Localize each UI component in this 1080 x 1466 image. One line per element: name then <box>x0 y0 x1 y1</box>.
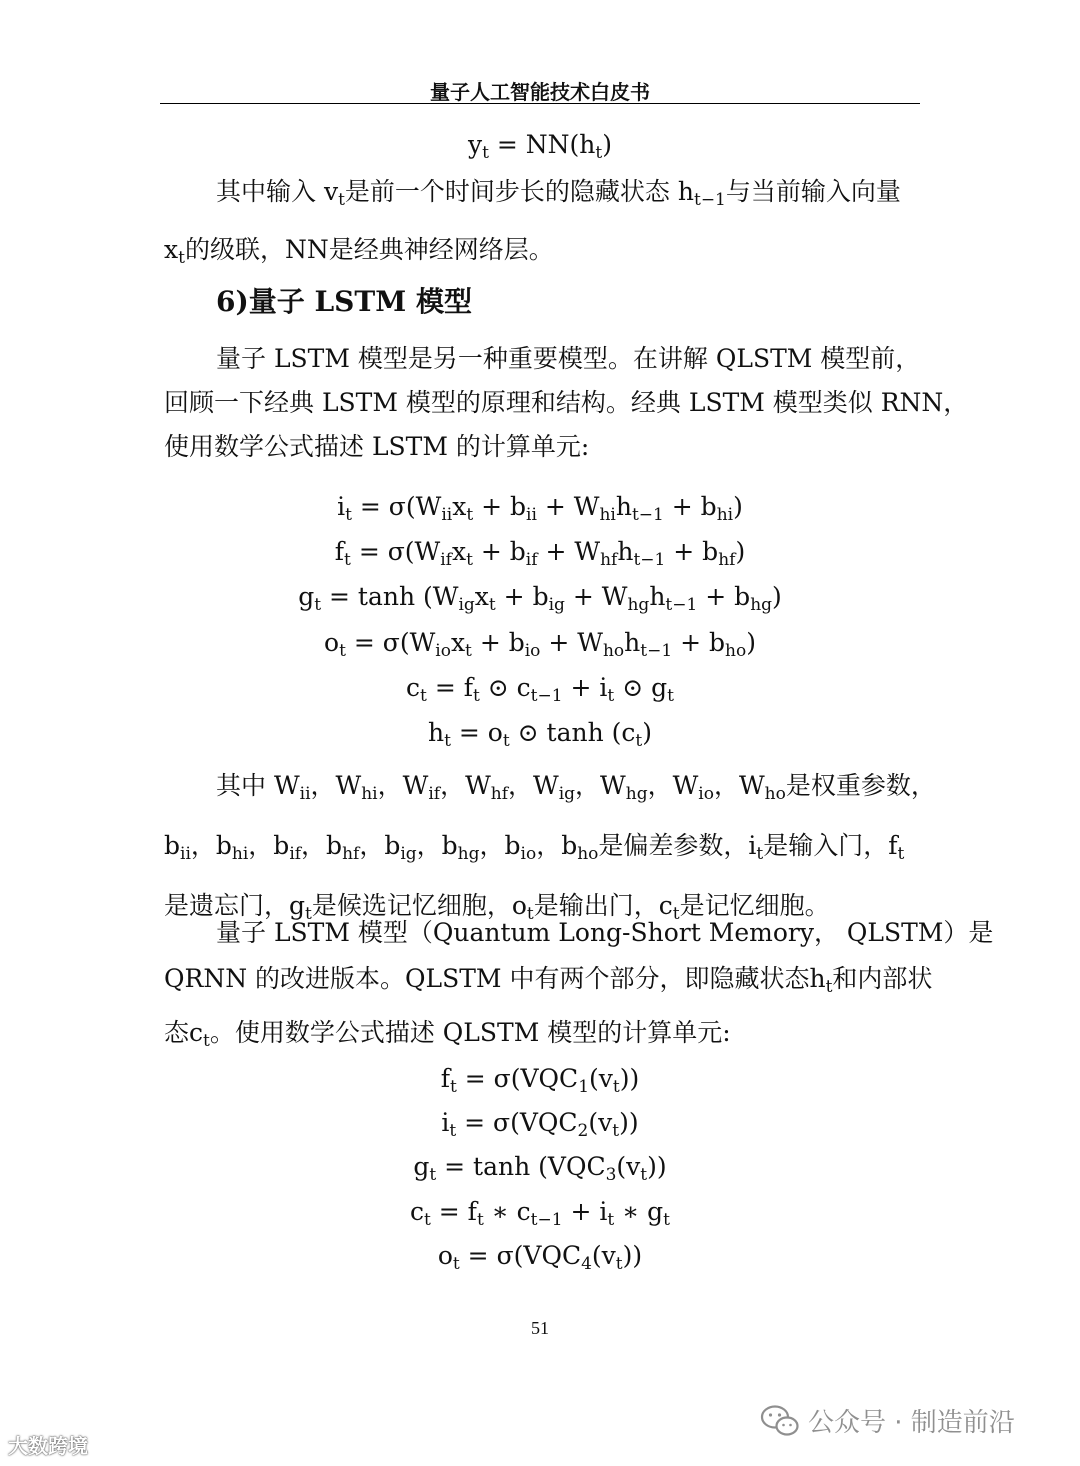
equation-qlstm-cell: $c_t = f_t$ ∗ $c_{t-1} + i_t$ ∗ $g_t$ <box>409 1197 670 1230</box>
watermark-left-label: 大数跨境 <box>8 1434 88 1458</box>
watermark-right-label: 公众号 · 制造前沿 <box>808 1408 1015 1438</box>
equation-lstm-candidate: $g_t = \tanh (W_{ig}x_t + b_{ig} + W_{hg}h_{t-1} + b_{hg})$ <box>298 582 782 615</box>
equation-qlstm-forget-gate: $f_t = \sigma(VQC_1(v_t))$ <box>440 1064 640 1097</box>
paragraph-parameters: 其中 $W_{ii}$，$W_{hi}$，$W_{if}$，$W_{hf}$，$W_{ig}$，$W_{hg}$，$W_{io}$，$W_{ho}$是权重参数， $b_{ii}$，$b_{hi}$，$b_{if}$，$b_{hf}$，$b_{ig}$，$b_{hg}$，$b_{io}$，$b_{ho}$是偏差参数，$i_t$是输入门，$f_t$ 是遗忘门，$g_t$是候选记忆细胞，$o_t$是输出门，$c_t$是记忆细胞。 <box>164 771 936 924</box>
wechat-icon <box>760 1404 800 1438</box>
equation-lstm-cell: $c_t = f_t$ ⊙ $c_{t-1} + i_t$ ⊙ $g_t$ <box>406 673 674 706</box>
equation-qlstm-candidate: $g_t = \tanh (VQC_3(v_t))$ <box>413 1152 667 1185</box>
equation-lstm-input-gate: $i_t = \sigma(W_{ii}x_t + b_{ii} + W_{hi}h_{t-1} + b_{hi})$ <box>337 492 743 525</box>
equation-lstm-hidden: $h_t = o_t$ ⊙ $\tanh (c_t)$ <box>427 718 652 751</box>
watermark-right <box>760 1402 1015 1439</box>
paragraph-qlstm-intro: 量子 LSTM 模型（Quantum Long-Short Memory， QLSTM）是 QRNN 的改进版本。QLSTM 中有两个部分，即隐藏状态$h_t$和内部状 态$c_t$。使用数学公式描述 QLSTM 模型的计算单元: <box>164 918 994 1051</box>
page-header-title: 量子人工智能技术白皮书 <box>430 80 650 104</box>
header-rule <box>160 103 920 104</box>
equation-qlstm-output-gate: $o_t = \sigma(VQC_4(v_t))$ <box>437 1241 643 1274</box>
equation-qlstm-input-gate: $i_t = \sigma(VQC_2(v_t))$ <box>441 1108 639 1141</box>
section-heading: 6)量子 LSTM 模型 <box>216 285 472 318</box>
equation-lstm-forget-gate: $f_t = \sigma(W_{if}x_t + b_{if} + W_{hf}h_{t-1} + b_{hf})$ <box>334 537 746 570</box>
page-number: 51 <box>531 1318 549 1338</box>
paragraph-input-definition: 其中输入 $v_t$是前一个时间步长的隐藏状态 $h_{t-1}$与当前输入向量 $x_t$的级联，NN是经典神经网络层。 <box>164 177 901 268</box>
paragraph-lstm-intro: 量子 LSTM 模型是另一种重要模型。在讲解 QLSTM 模型前， 回顾一下经典 LSTM 模型的原理和结构。经典 LSTM 模型类似 RNN， 使用数学公式描述 LSTM 的计算单元: <box>164 344 969 461</box>
watermark-left <box>8 1430 88 1459</box>
equation-lstm-output-gate: $o_t = \sigma(W_{io}x_t + b_{io} + W_{ho}h_{t-1} + b_{ho})$ <box>324 628 756 661</box>
equation-y: $y_t = NN(h_t)$ <box>467 130 613 163</box>
